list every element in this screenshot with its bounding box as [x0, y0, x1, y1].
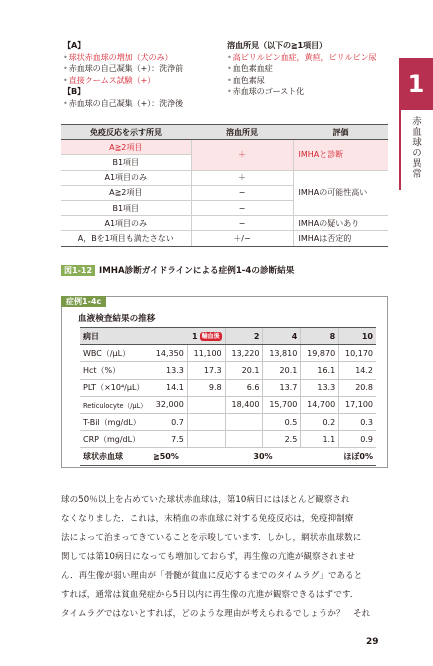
criteria-b-heading: 【B】	[63, 86, 86, 97]
figure-caption	[61, 264, 294, 276]
table-row: B1項目	[61, 155, 388, 170]
table-row: WBC（/μL） 14,350 11,100 13,220 13,810 19,870 10,170	[80, 345, 376, 362]
table-row: PLT（×10⁴/μL） 14.1 9.8 6.6 13.7 13.3 20.8	[80, 379, 376, 396]
criteria-b-item: •赤血球の自己凝集（+）：洗浄後	[63, 97, 184, 108]
criteria-right	[227, 40, 376, 98]
criteria-left	[63, 40, 183, 110]
spherocyte-row: 球状赤血球 ≧50% 30% ほぼ0%	[80, 448, 376, 465]
body-line: なくなりました．これは，末梢血の赤血球に対する免疫反応は，免疫抑制療	[61, 514, 354, 524]
case-title: 血液検査結果の推移	[78, 314, 156, 324]
criteria-a-heading: 【A】	[63, 40, 86, 50]
chapter-tab-line	[399, 110, 401, 190]
page-number: 29	[366, 637, 379, 647]
figure-label: 図1-12	[61, 265, 95, 276]
chapter-title: 赤血球の異常	[410, 116, 421, 179]
table-row: CRP（mg/dL） 7.5 2.5 1.1 0.9	[80, 431, 376, 448]
day-1-header: 1 輸血後	[150, 328, 225, 345]
col-evaluation: 評価	[293, 125, 388, 140]
case-tag: 症例1-4c	[61, 296, 106, 307]
criteria-a-item: •直接クームス試験（+）	[63, 74, 156, 85]
table-header-row: 病日 1 輸血後 2 4 8 10	[80, 328, 376, 345]
table-header-row	[61, 125, 388, 140]
body-text	[61, 491, 391, 624]
table-row: A1項目のみ ＋ IMHAの可能性高い	[61, 170, 388, 185]
col-immune: 免疫反応を示す所見	[61, 125, 191, 140]
table-row: T-Bil（mg/dL） 0.7 0.5 0.2 0.3	[80, 413, 376, 430]
hemolysis-item: •赤血球のゴースト化	[227, 86, 305, 97]
chapter-tab: 1	[399, 58, 433, 110]
blood-test-table	[80, 327, 376, 466]
table-row: Reticulocyte（/μL） 32,000 18,400 15,700 14,700 17,100	[80, 396, 376, 413]
criteria-a-item: •球状赤血球の増加（犬のみ）	[63, 51, 173, 62]
table-row: A1項目のみ − IMHAの疑いあり	[61, 216, 388, 231]
criteria-a-item: •赤血球の自己凝集（+）：洗浄前	[63, 63, 184, 74]
table-row: A≧2項目 −	[61, 185, 388, 200]
diagnosis-table	[61, 124, 388, 247]
figure-title: IMHA診断ガイドラインによる症例1-4の診断結果	[99, 266, 295, 276]
table-row: B1項目 −	[61, 200, 388, 215]
table-row: A≧2項目 ＋ IMHAと診断	[61, 140, 388, 155]
table-row: A，Bを1項目も満たさない ＋/− IMHAは否定的	[61, 231, 388, 246]
table-row: Hct（%） 13.3 17.3 20.1 20.1 16.1 14.2	[80, 362, 376, 379]
hemolysis-item: •血色素尿	[227, 74, 265, 85]
body-line: 球の50％以上を占めていた球状赤血球は，第10病日にはほとんど観察され	[61, 495, 350, 505]
hemolysis-heading: 溶血所見（以下の≧1項目）	[227, 40, 328, 50]
transfusion-badge: 輸血後	[201, 332, 220, 340]
body-line: 関しては第10病日になっても増加しておらず，再生像の亢進が観察されませ	[61, 552, 356, 562]
hemolysis-item: •血色素血症	[227, 63, 273, 74]
body-line: すれば，通常は貧血発症から5日以内に再生像の亢進が観察できるはずです．	[61, 590, 359, 600]
hemolysis-item: •高ビリルビン血症，黄疸，ビリルビン尿	[227, 51, 377, 62]
body-line: 法によって治まってきていることを示唆しています．しかし，網状赤血球数に	[61, 533, 362, 543]
body-line: ん．再生像が弱い理由が「骨髄が貧血に反応するまでのタイムラグ」であると	[61, 571, 363, 581]
col-hemolysis: 溶血所見	[191, 125, 293, 140]
body-line: タイムラグではないとすれば，どのような理由が考えられるでしょうか？ それ	[61, 609, 371, 619]
